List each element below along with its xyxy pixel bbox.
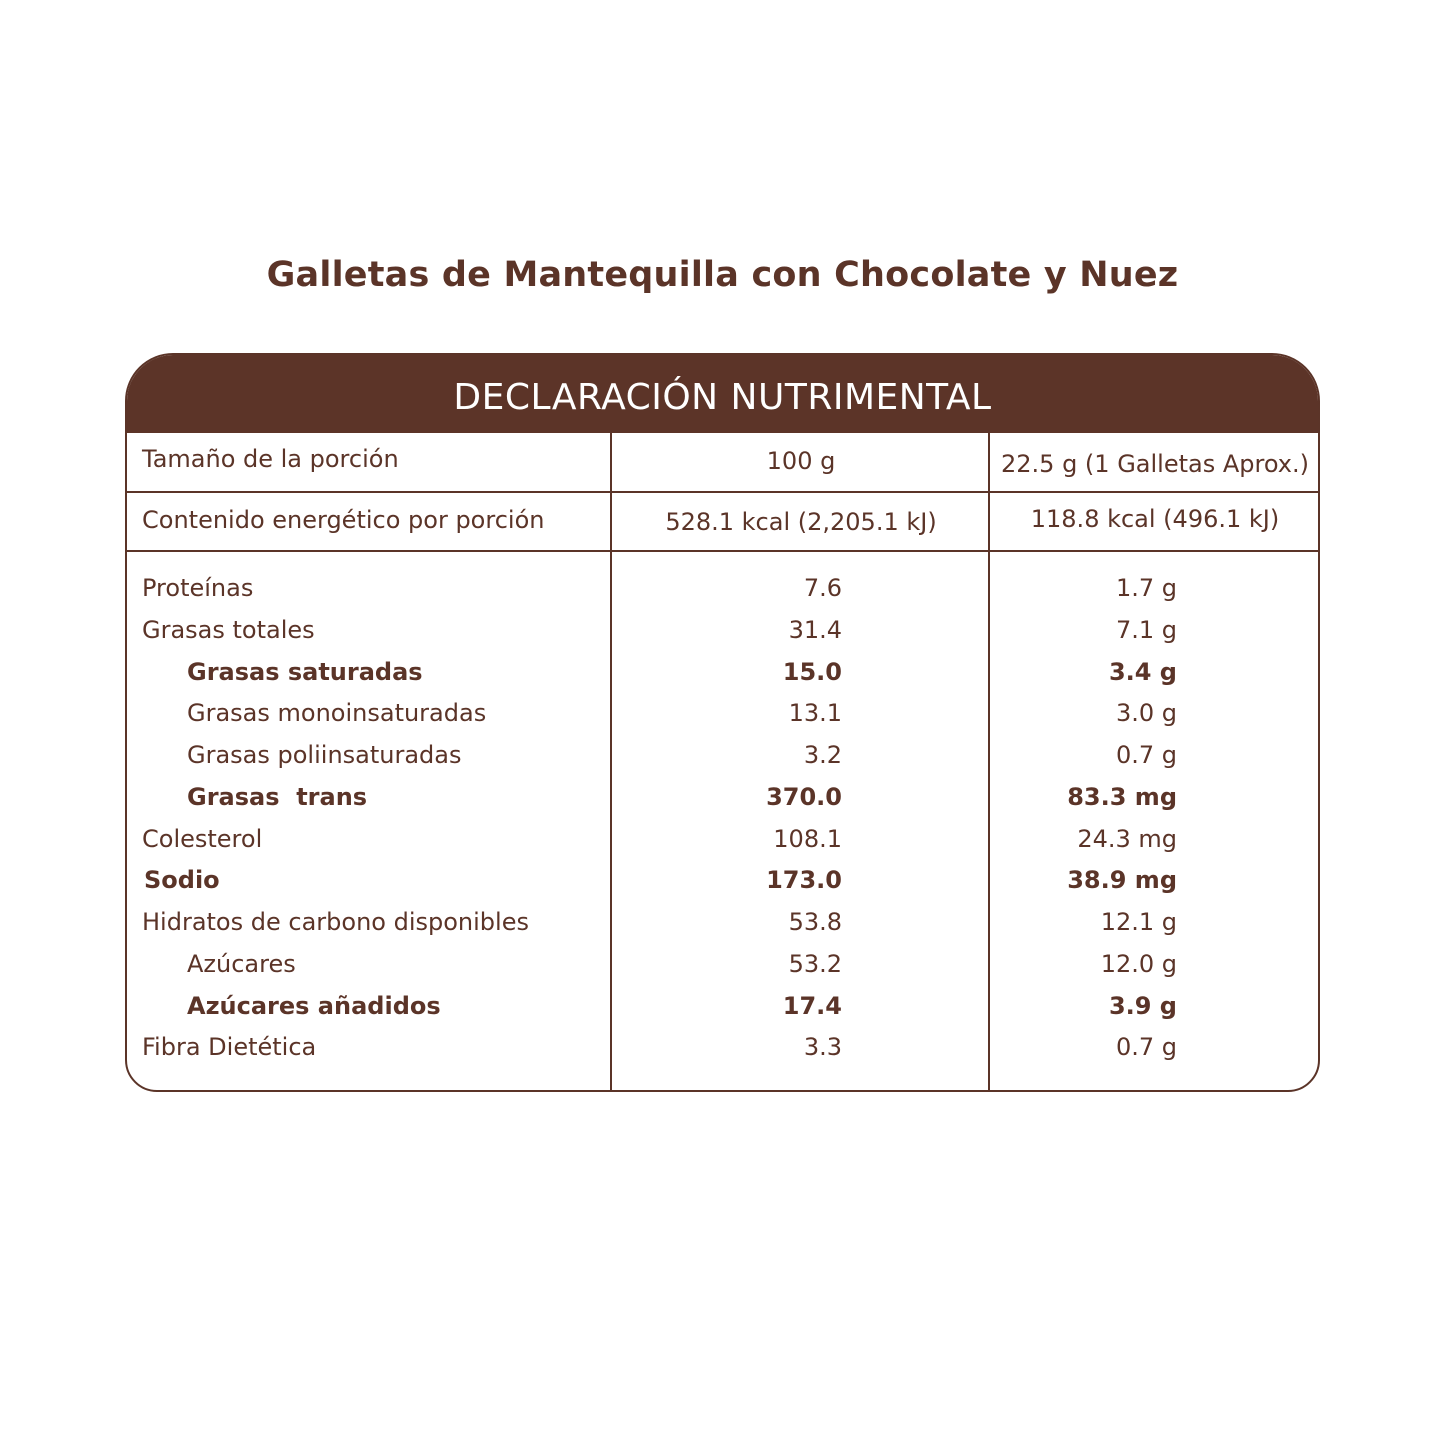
nutrient-portion-hidratos: 12.1 g <box>1100 908 1177 936</box>
serving-size-100g: 100 g <box>766 447 836 475</box>
energy-label: Contenido energético por porción <box>142 506 545 534</box>
nutrient-100g-colesterol: 108.1 <box>773 825 842 853</box>
nutrient-portion-colesterol: 24.3 mg <box>1077 825 1177 853</box>
nutrient-100g-sodio: 173.0 <box>766 866 842 894</box>
nutrient-name-proteinas: Proteínas <box>142 574 254 602</box>
nutrient-name-fibra: Fibra Dietética <box>142 1033 317 1061</box>
nutrient-portion-grasas-trans: 83.3 mg <box>1067 783 1177 811</box>
nutrient-portion-grasas-poliinsaturadas: 0.7 g <box>1115 741 1177 769</box>
nutrient-100g-azucares: 53.2 <box>788 950 842 978</box>
nutrient-name-grasas-saturadas: Grasas saturadas <box>187 658 423 686</box>
nutrient-100g-grasas-trans: 370.0 <box>766 783 842 811</box>
nutrient-name-grasas-monoinsaturadas: Grasas monoinsaturadas <box>187 699 487 727</box>
nutrition-facts-table <box>125 353 1320 1092</box>
nutrient-portion-fibra: 0.7 g <box>1115 1033 1177 1061</box>
product-title: Galletas de Mantequilla con Chocolate y Nuez <box>266 255 1179 295</box>
nutrient-name-hidratos: Hidratos de carbono disponibles <box>142 908 529 936</box>
nutrient-100g-grasas-poliinsaturadas: 3.2 <box>803 741 842 769</box>
nutrient-100g-grasas-monoinsaturadas: 13.1 <box>788 699 842 727</box>
nutrient-portion-grasas-monoinsaturadas: 3.0 g <box>1115 699 1177 727</box>
nutrient-100g-azucares-anadidos: 17.4 <box>782 992 842 1020</box>
nutrient-portion-proteinas: 1.7 g <box>1115 574 1177 602</box>
row-divider-serving <box>127 491 1318 493</box>
nutrient-portion-grasas-totales: 7.1 g <box>1115 616 1177 644</box>
nutrient-name-grasas-poliinsaturadas: Grasas poliinsaturadas <box>187 741 462 769</box>
energy-portion: 118.8 kcal (496.1 kJ) <box>1030 505 1280 533</box>
row-divider-energy <box>127 550 1318 552</box>
nutrient-100g-grasas-totales: 31.4 <box>788 616 842 644</box>
nutrient-name-grasas-totales: Grasas totales <box>142 616 315 644</box>
nutrient-name-azucares: Azúcares <box>187 950 296 978</box>
nutrient-name-sodio: Sodio <box>144 866 220 894</box>
serving-size-label: Tamaño de la porción <box>142 445 399 473</box>
energy-100g: 528.1 kcal (2,205.1 kJ) <box>665 508 937 536</box>
nutrient-100g-hidratos: 53.8 <box>788 908 842 936</box>
nutrient-name-grasas-trans: Grasas trans <box>187 783 368 811</box>
nutrient-100g-fibra: 3.3 <box>803 1033 842 1061</box>
nutrient-100g-proteinas: 7.6 <box>803 574 842 602</box>
nutrient-portion-sodio: 38.9 mg <box>1067 866 1177 894</box>
nutrient-name-colesterol: Colesterol <box>142 825 263 853</box>
nutrient-portion-azucares-anadidos: 3.9 g <box>1108 992 1177 1020</box>
nutrient-portion-grasas-saturadas: 3.4 g <box>1108 658 1177 686</box>
nutrient-100g-grasas-saturadas: 15.0 <box>782 658 842 686</box>
nutrient-portion-azucares: 12.0 g <box>1100 950 1177 978</box>
nutrient-name-azucares-anadidos: Azúcares añadidos <box>187 992 441 1020</box>
serving-size-portion: 22.5 g (1 Galletas Aprox.) <box>1001 450 1309 478</box>
table-header: DECLARACIÓN NUTRIMENTAL <box>127 355 1318 433</box>
